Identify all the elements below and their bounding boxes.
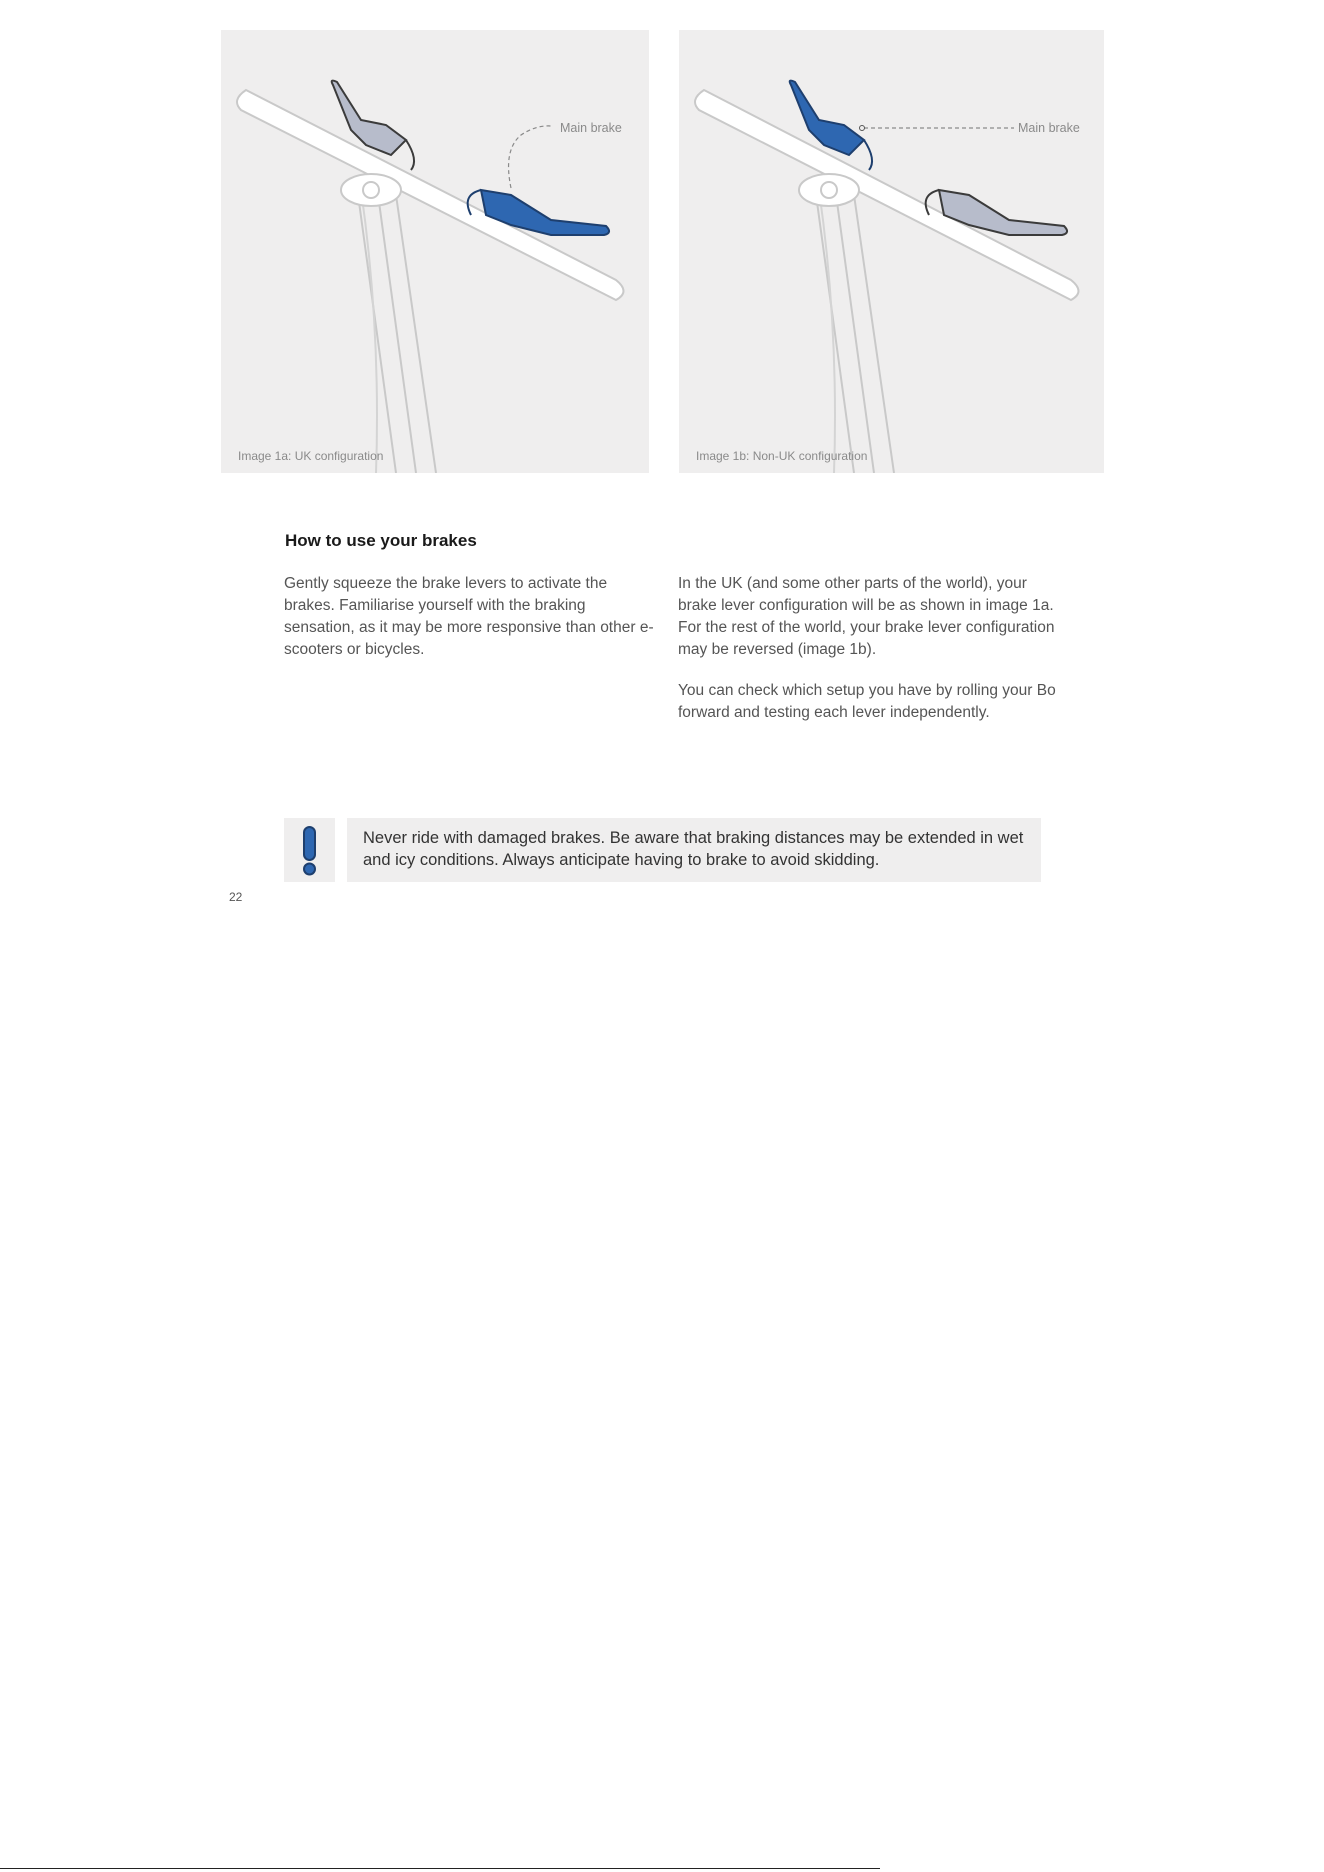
callout-leader-line [509, 126, 551, 188]
warning-callout [347, 818, 1041, 882]
bottom-divider [0, 1868, 880, 1869]
warning-icon-box [284, 818, 335, 882]
scooter-handlebar-illustration [679, 30, 1104, 473]
body-paragraph: Gently squeeze the brake levers to activate the brakes. Familiarise yourself with the braking sensation, as it may be more responsive than other e-scooters or bicycles. [284, 575, 654, 658]
exclamation-icon [284, 818, 335, 882]
warning-text: Never ride with damaged brakes. Be aware that braking distances may be extended in wet and icy conditions. Always anticipate having to brake to avoid skidding. [363, 829, 1024, 869]
scooter-handlebar-illustration [221, 30, 649, 473]
page-number: 22 [229, 890, 243, 904]
body-paragraph: In the UK (and some other parts of the world), your brake lever configuration will be as shown in image 1a. For the rest of the world, your brake lever configuration may be reversed (image 1b). [678, 575, 1055, 658]
figure-non-uk-configuration [679, 30, 1104, 473]
figure-uk-configuration [221, 30, 649, 473]
figure-caption: Image 1b: Non-UK configuration [696, 449, 868, 463]
main-brake-label: Main brake [560, 121, 622, 135]
main-brake-label: Main brake [1018, 121, 1080, 135]
body-paragraph: You can check which setup you have by rolling your Bo forward and testing each lever independently. [678, 682, 1056, 721]
figure-caption: Image 1a: UK configuration [238, 449, 384, 463]
section-heading: How to use your brakes [285, 531, 477, 550]
